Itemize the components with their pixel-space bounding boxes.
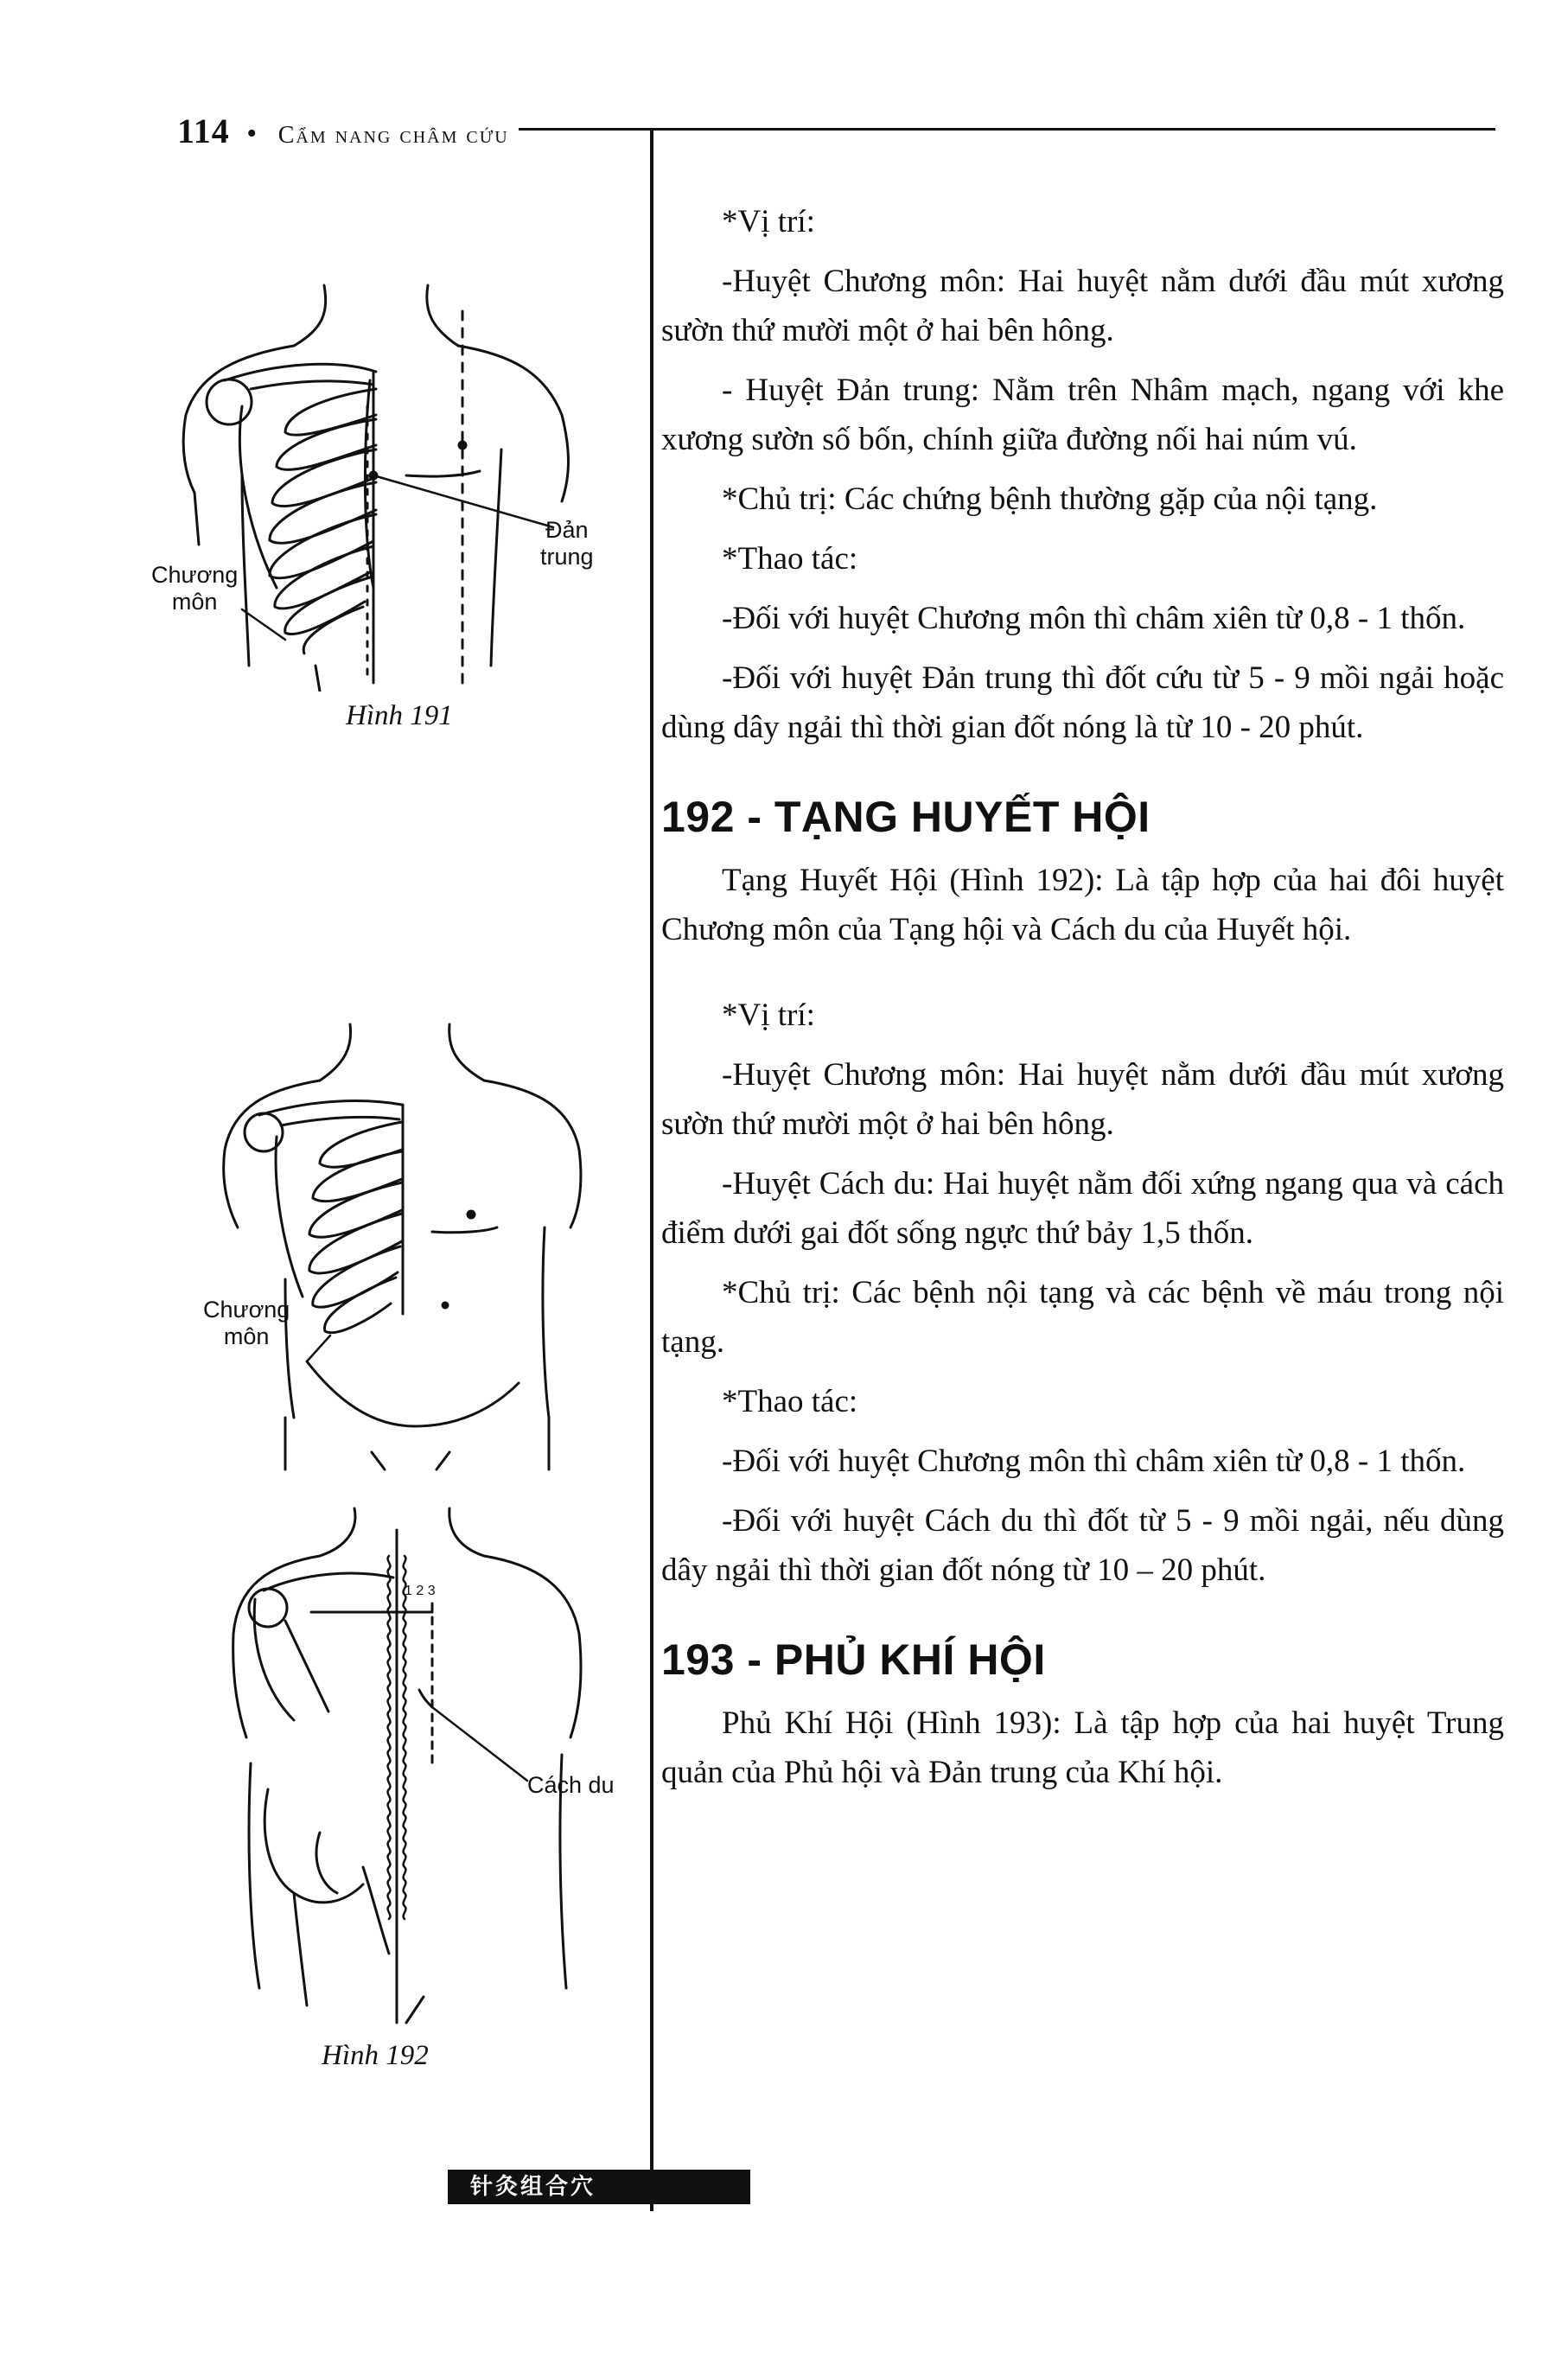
label-line: trung	[540, 544, 594, 571]
paragraph: -Huyệt Chương môn: Hai huyệt nằm dưới đầu mút xương sườn thứ mười một ở hai bên hông.	[661, 264, 1504, 348]
footer-bar: 针灸组合穴	[448, 2170, 750, 2204]
figure-192	[199, 1020, 631, 1504]
paragraph: -Đối với huyệt Cách du thì đốt từ 5 - 9 mồi ngải, nếu dùng dây ngải thì thời gian đốt nóng từ 10 – 20 phút.	[661, 1503, 1504, 1588]
label-line: Chương	[203, 1297, 290, 1323]
paragraph: -Đối với huyệt Chương môn thì châm xiên từ 0,8 - 1 thốn.	[722, 1444, 1466, 1479]
ruler-tick: 3	[427, 1584, 436, 1598]
caption-fig192: Hình 192	[322, 2040, 429, 2071]
running-head	[177, 111, 509, 151]
ruler-ticks	[405, 1584, 436, 1599]
spacer	[661, 965, 1504, 991]
paragraph: Phủ Khí Hội (Hình 193): Là tập hợp của hai huyệt Trung quản của Phủ hội và Đản trung của Khí hội.	[661, 1705, 1504, 1790]
page-number: 114	[177, 112, 230, 150]
label-line: Chương	[151, 562, 239, 588]
label-chuong-mon-fig191	[151, 562, 238, 615]
paragraph: - Huyệt Đản trung: Nằm trên Nhâm mạch, ngang với khe xương sườn số bốn, chính giữa đường nối hai núm vú.	[661, 373, 1504, 457]
label-cach-du: Cách du	[527, 1772, 615, 1798]
book-title: Cẩm nang châm cứu	[277, 122, 509, 149]
label-dan-trung	[540, 517, 594, 571]
label-chuong-mon-fig192	[203, 1297, 290, 1350]
paragraph: Tạng Huyết Hội (Hình 192): Là tập hợp của hai đôi huyệt Chương môn của Tạng hội và Cách du của Huyết hội.	[661, 863, 1504, 947]
paragraph: -Đối với huyệt Đản trung thì đốt cứu từ 5 - 9 mồi ngải hoặc dùng dây ngải thì thời gian đốt nóng là từ 10 - 20 phút.	[661, 660, 1504, 745]
section-heading-193: 193 - PHỦ KHÍ HỘI	[661, 1635, 1046, 1684]
paragraph: -Huyệt Chương môn: Hai huyệt nằm dưới đầu mút xương sườn thứ mười một ở hai bên hông.	[661, 1057, 1504, 1142]
torso-front-illustration	[199, 1020, 631, 1504]
torso-front-ribs-illustration	[147, 277, 631, 692]
main-text	[661, 197, 1504, 1807]
paragraph: -Đối với huyệt Chương môn thì châm xiên từ 0,8 - 1 thốn.	[722, 601, 1466, 636]
paragraph: *Chủ trị: Các bệnh nội tạng và các bệnh về máu trong nội tạng.	[661, 1275, 1504, 1360]
ruler-tick: 1	[405, 1584, 412, 1598]
label-line: môn	[223, 1323, 270, 1350]
label-line: Đản	[545, 517, 589, 543]
label-line: môn	[171, 589, 218, 615]
column-divider	[650, 128, 653, 2211]
section-heading-192: 192 - TẠNG HUYẾT HỘI	[661, 793, 1151, 841]
paragraph: *Thao tác:	[722, 1384, 858, 1419]
ruler-tick: 2	[416, 1584, 424, 1598]
paragraph: *Vị trí:	[722, 204, 815, 239]
figure-191	[147, 277, 631, 692]
paragraph: -Huyệt Cách du: Hai huyệt nằm đối xứng ngang qua và cách điểm dưới gai đốt sống ngực thứ bảy 1,5 thốn.	[661, 1166, 1504, 1251]
paragraph: *Thao tác:	[722, 541, 858, 577]
paragraph: *Chủ trị: Các chứng bệnh thường gặp của nội tạng.	[722, 481, 1378, 517]
header-rule	[519, 128, 1495, 131]
paragraph: *Vị trí:	[722, 998, 815, 1033]
caption-fig191: Hình 191	[346, 700, 453, 731]
bullet-icon: •	[246, 118, 258, 150]
